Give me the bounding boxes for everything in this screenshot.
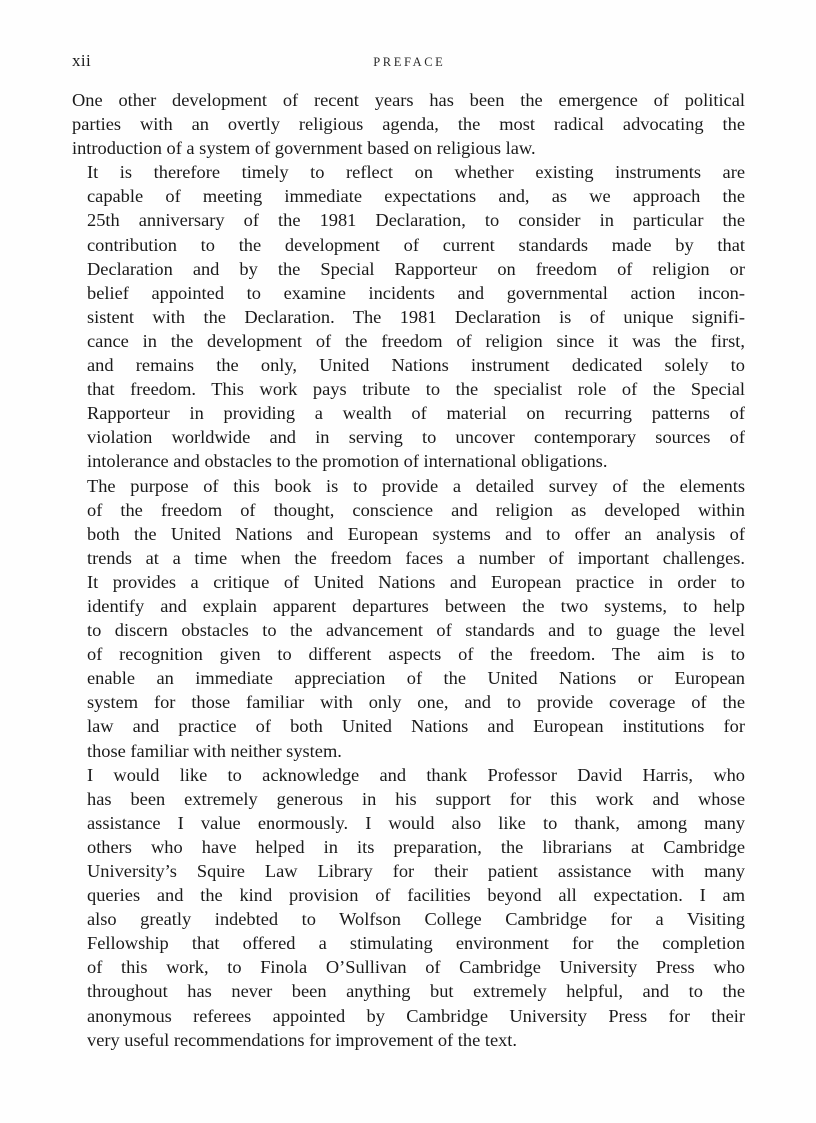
text-line: assistance I value enormously. I would also like to thank, among many (87, 812, 745, 833)
page-number: xii (72, 51, 92, 70)
text-line: contribution to the development of current standards made by that (87, 234, 745, 255)
text-line: 25th anniversary of the 1981 Declaration, to consider in particular the (87, 210, 745, 231)
paragraph (72, 763, 745, 1052)
text-line: intolerance and obstacles to the promotion of international obligations. (87, 451, 608, 472)
text-line: It is therefore timely to reflect on whether existing instruments are (87, 162, 745, 183)
text-line: enable an immediate appreciation of the United Nations or European (87, 668, 745, 689)
paragraph (72, 474, 745, 763)
text-line: very useful recommendations for improvement of the text. (87, 1029, 518, 1050)
text-line: Rapporteur in providing a wealth of material on recurring patterns of (87, 403, 745, 424)
running-header (72, 50, 744, 74)
text-line: has been extremely generous in his support for this work and whose (87, 788, 745, 809)
text-line: system for those familiar with only one, and to provide coverage of the (87, 692, 745, 713)
text-line: trends at a time when the freedom faces a number of important challenges. (87, 547, 745, 568)
text-line: anonymous referees appointed by Cambridge University Press for their (87, 1005, 745, 1026)
text-line: of this work, to Finola O’Sullivan of Cambridge University Press who (87, 957, 745, 978)
text-line: those familiar with neither system. (87, 740, 342, 761)
text-line: sistent with the Declaration. The 1981 Declaration is of unique signifi- (87, 306, 745, 327)
text-line: parties with an overtly religious agenda, the most radical advocating the (72, 114, 745, 135)
text-line: and remains the only, United Nations instrument dedicated solely to (87, 355, 745, 376)
text-line: that freedom. This work pays tribute to the specialist role of the Special (87, 379, 745, 400)
text-line: Fellowship that offered a stimulating environment for the completion (87, 933, 745, 954)
text-line: identify and explain apparent departures between the two systems, to help (87, 595, 745, 616)
text-line: One other development of recent years has been the emergence of political (72, 90, 745, 110)
paragraph (72, 88, 745, 160)
text-line: The purpose of this book is to provide a detailed survey of the elements (87, 475, 745, 496)
text-line: queries and the kind provision of facilities beyond all expectation. I am (87, 885, 745, 906)
text-line: I would like to acknowledge and thank Professor David Harris, who (87, 764, 745, 785)
text-line: both the United Nations and European systems and to offer an analysis of (87, 523, 745, 544)
text-line: of the freedom of thought, conscience and religion as developed within (87, 499, 745, 520)
running-head-title: PREFACE (373, 55, 446, 69)
text-line: others who have helped in its preparation, the librarians at Cambridge (87, 836, 745, 857)
text-line: cance in the development of the freedom of religion since it was the first, (87, 330, 745, 351)
text-line: throughout has never been anything but extremely helpful, and to the (87, 981, 745, 1002)
text-line: law and practice of both United Nations and European institutions for (87, 716, 745, 737)
paragraph (72, 160, 745, 473)
text-line: to discern obstacles to the advancement of standards and to guage the level (87, 620, 745, 641)
text-line: introduction of a system of government based on religious law. (72, 138, 536, 159)
text-line: also greatly indebted to Wolfson College Cambridge for a Visiting (87, 909, 745, 930)
text-line: violation worldwide and in serving to uncover contemporary sources of (87, 427, 745, 448)
text-line: University’s Squire Law Library for their patient assistance with many (87, 861, 745, 881)
text-line: It provides a critique of United Nations and European practice in order to (87, 571, 745, 592)
text-line: capable of meeting immediate expectations and, as we approach the (87, 186, 745, 207)
text-line: of recognition given to different aspects of the freedom. The aim is to (87, 644, 745, 665)
text-line: belief appointed to examine incidents and governmental action incon- (87, 282, 745, 303)
body-text-block (72, 88, 745, 1052)
text-line: Declaration and by the Special Rapporteur on freedom of religion or (87, 258, 745, 279)
